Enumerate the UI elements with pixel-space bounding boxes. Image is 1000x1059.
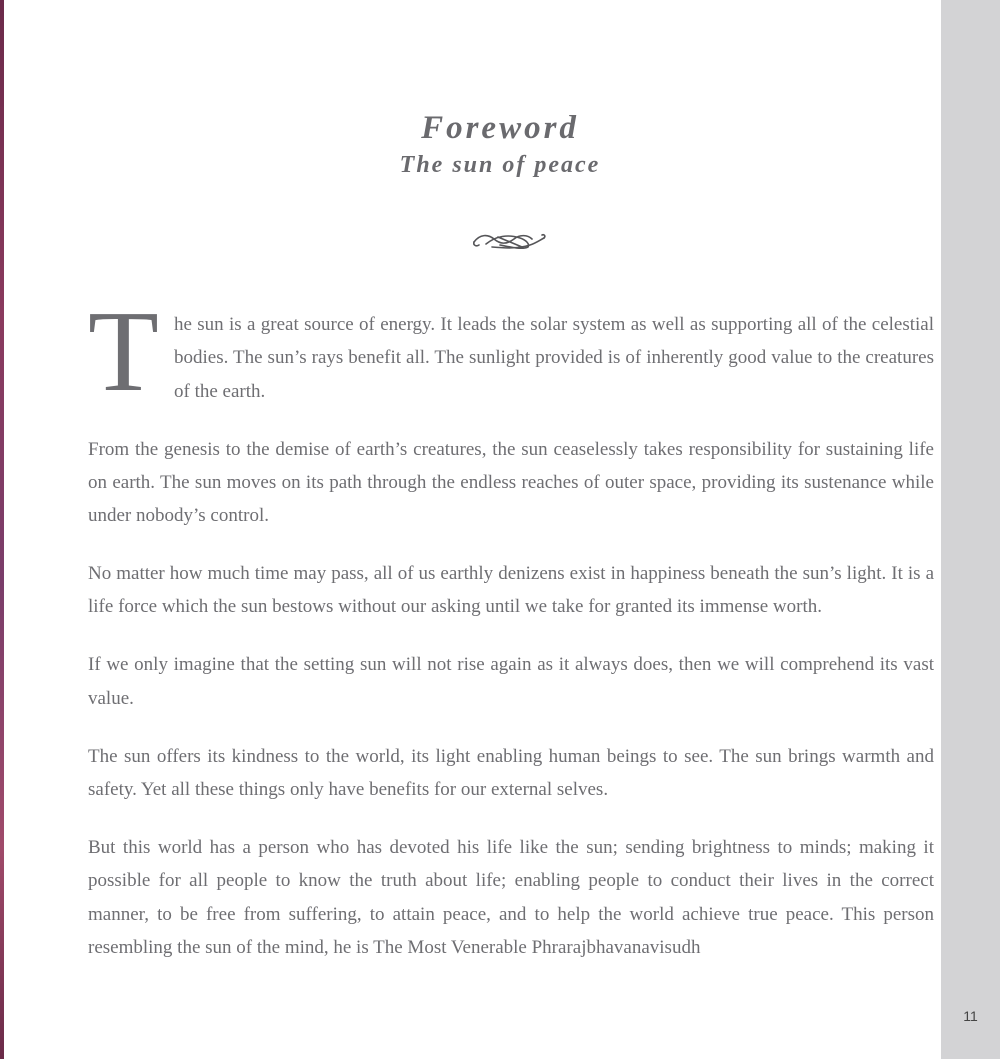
paragraph-4: If we only imagine that the setting sun will not rise again as it always does, then we will comprehend its vast value. [88, 654, 934, 709]
paragraph-1-text: he sun is a great source of energy. It leads the solar system as well as supporting all of the celestial bodies. The sun’s rays benefit all. The sunlight provided is of inherently good value to the creatures of the earth. [174, 314, 934, 402]
page-title: Foreword [421, 110, 579, 146]
paragraph-5: The sun offers its kindness to the world, its light enabling human beings to see. The sun brings warmth and safety. Yet all these things only have benefits for our external selves. [88, 745, 934, 801]
paragraph-1 [88, 288, 934, 416]
paragraph-2: From the genesis to the demise of earth’s creatures, the sun ceaselessly takes responsibility for sustaining life on earth. The sun moves on its path through the endless reaches of outer space, providing its sustenance while under nobody’s control. [88, 438, 934, 527]
paragraph-3: No matter how much time may pass, all of us earthly denizens exist in happiness beneath the sun’s light. It is a life force which the sun bestows without our asking until we take for granted its immense worth. [88, 563, 934, 618]
page-subtitle: The sun of peace [399, 152, 601, 178]
flourish-ornament-icon [470, 226, 548, 256]
paragraph-6: But this world has a person who has devoted his life like the sun; sending brightness to minds; making it possible for all people to know the truth about life; enabling people to conduct their lives in the correct manner, to be free from suffering, to attain peace, and to help the world achieve true peace. This person resembling the sun of the mind, he is The Most Venerable Phrarajbhavanavisudh [88, 837, 934, 958]
foreword-body [88, 288, 934, 989]
drop-cap: T [88, 288, 159, 416]
page-number: 11 [963, 1008, 978, 1024]
